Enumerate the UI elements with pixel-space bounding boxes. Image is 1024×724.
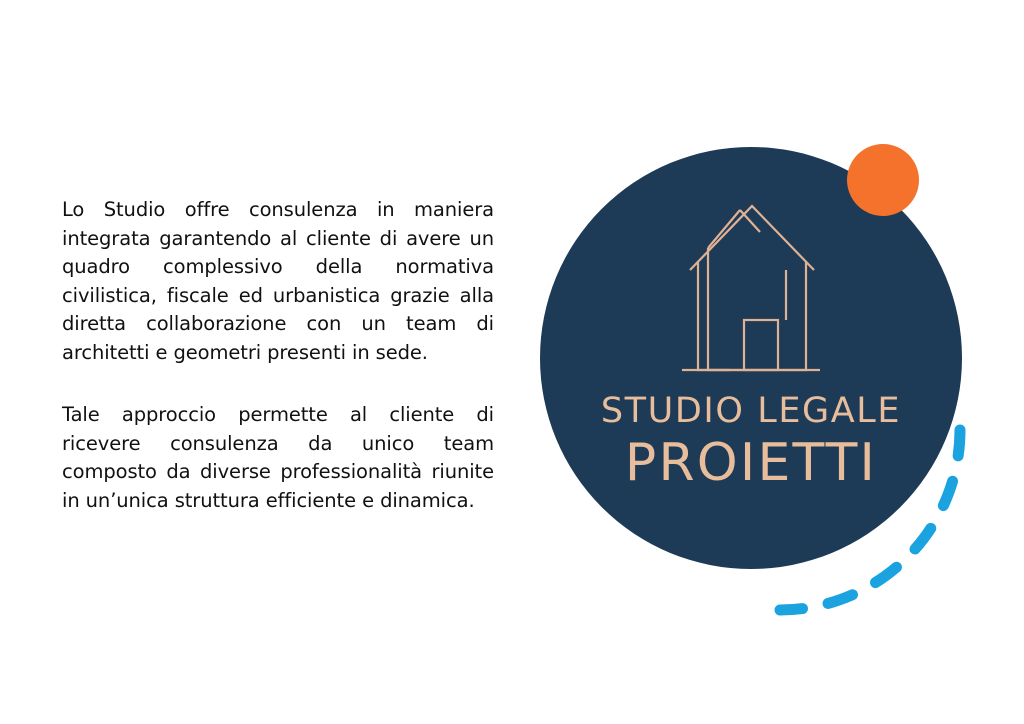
dashed-arc-decoration [750,400,980,630]
body-text-column [62,196,494,515]
logo-graphic [520,120,990,620]
paragraph-2: Tale approccio permette al cliente di ricevere consulenza da unico team composto da diverse professionalità riunite in un’unica struttura efficiente e dinamica. [62,403,494,512]
wordmark-line-2: PROIETTI [624,433,878,493]
house-outline-icon [668,170,838,400]
orange-accent-dot-icon [847,144,919,216]
wordmark-line-1: STUDIO LEGALE [600,391,902,431]
paragraph-1: Lo Studio offre consulenza in maniera integrata garantendo al cliente di avere un quadro complessivo della normativa civilistica, fiscale ed urbanistica grazie alla diretta collaborazione con un team di architetti e geometri presenti in sede. [62,198,494,364]
